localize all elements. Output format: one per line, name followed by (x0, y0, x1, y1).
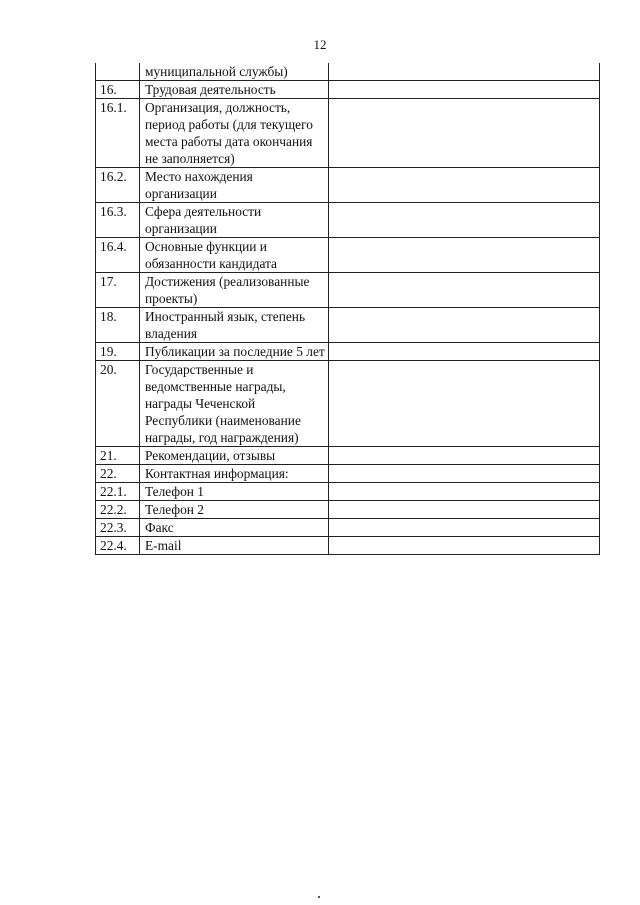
row-value-field[interactable] (329, 465, 600, 483)
table-row (96, 465, 600, 483)
row-label: Место нахождения организации (140, 168, 329, 203)
table-row (96, 168, 600, 203)
row-value-field[interactable] (329, 273, 600, 308)
row-label: E-mail (140, 537, 329, 555)
row-label: Факс (140, 519, 329, 537)
table-row (96, 273, 600, 308)
table-row (96, 203, 600, 238)
table-row (96, 238, 600, 273)
row-number: 16.2. (96, 168, 140, 203)
row-number: 20. (96, 361, 140, 447)
row-number: 16.4. (96, 238, 140, 273)
table-row (96, 501, 600, 519)
table-row (96, 308, 600, 343)
row-value-field[interactable] (329, 203, 600, 238)
row-value-field[interactable] (329, 308, 600, 343)
row-number: 21. (96, 447, 140, 465)
table-row (96, 81, 600, 99)
row-value-field[interactable] (329, 537, 600, 555)
row-label: Телефон 2 (140, 501, 329, 519)
row-number (96, 63, 140, 81)
candidate-form-table (95, 63, 600, 555)
row-label: Рекомендации, отзывы (140, 447, 329, 465)
row-number: 19. (96, 343, 140, 361)
row-number: 17. (96, 273, 140, 308)
table-row (96, 519, 600, 537)
row-value-field[interactable] (329, 99, 600, 168)
row-value-field[interactable] (329, 238, 600, 273)
row-label: Сфера деятельности организации (140, 203, 329, 238)
row-label: Трудовая деятельность (140, 81, 329, 99)
row-label: Достижения (реализованные проекты) (140, 273, 329, 308)
row-value-field[interactable] (329, 519, 600, 537)
page-number: 12 (313, 37, 327, 52)
row-number: 22.3. (96, 519, 140, 537)
row-value-field[interactable] (329, 168, 600, 203)
row-value-field[interactable] (329, 447, 600, 465)
row-number: 22.1. (96, 483, 140, 501)
row-number: 22. (96, 465, 140, 483)
table-row (96, 447, 600, 465)
row-label: Публикации за последние 5 лет (140, 343, 329, 361)
row-label: Организация, должность, период работы (для текущего места работы дата окончания не заполняется) (140, 99, 329, 168)
table-row (96, 361, 600, 447)
row-number: 16.1. (96, 99, 140, 168)
row-label: Иностранный язык, степень владения (140, 308, 329, 343)
row-label: Контактная информация: (140, 465, 329, 483)
table-row (96, 537, 600, 555)
row-value-field[interactable] (329, 483, 600, 501)
row-label: муниципальной службы) (140, 63, 329, 81)
row-number: 16.3. (96, 203, 140, 238)
row-number: 22.4. (96, 537, 140, 555)
row-label: Основные функции и обязанности кандидата (140, 238, 329, 273)
table-row (96, 63, 600, 81)
row-number: 18. (96, 308, 140, 343)
row-value-field[interactable] (329, 81, 600, 99)
table-row (96, 483, 600, 501)
table-row (96, 99, 600, 168)
row-value-field[interactable] (329, 343, 600, 361)
scan-artifact-dot (318, 896, 320, 898)
row-value-field[interactable] (329, 501, 600, 519)
row-label: Телефон 1 (140, 483, 329, 501)
row-number: 22.2. (96, 501, 140, 519)
row-label: Государственные и ведомственные награды, награды Чеченской Республики (наименование награды, год награждения) (140, 361, 329, 447)
row-value-field[interactable] (329, 361, 600, 447)
row-number: 16. (96, 81, 140, 99)
table-row (96, 343, 600, 361)
row-value-field[interactable] (329, 63, 600, 81)
